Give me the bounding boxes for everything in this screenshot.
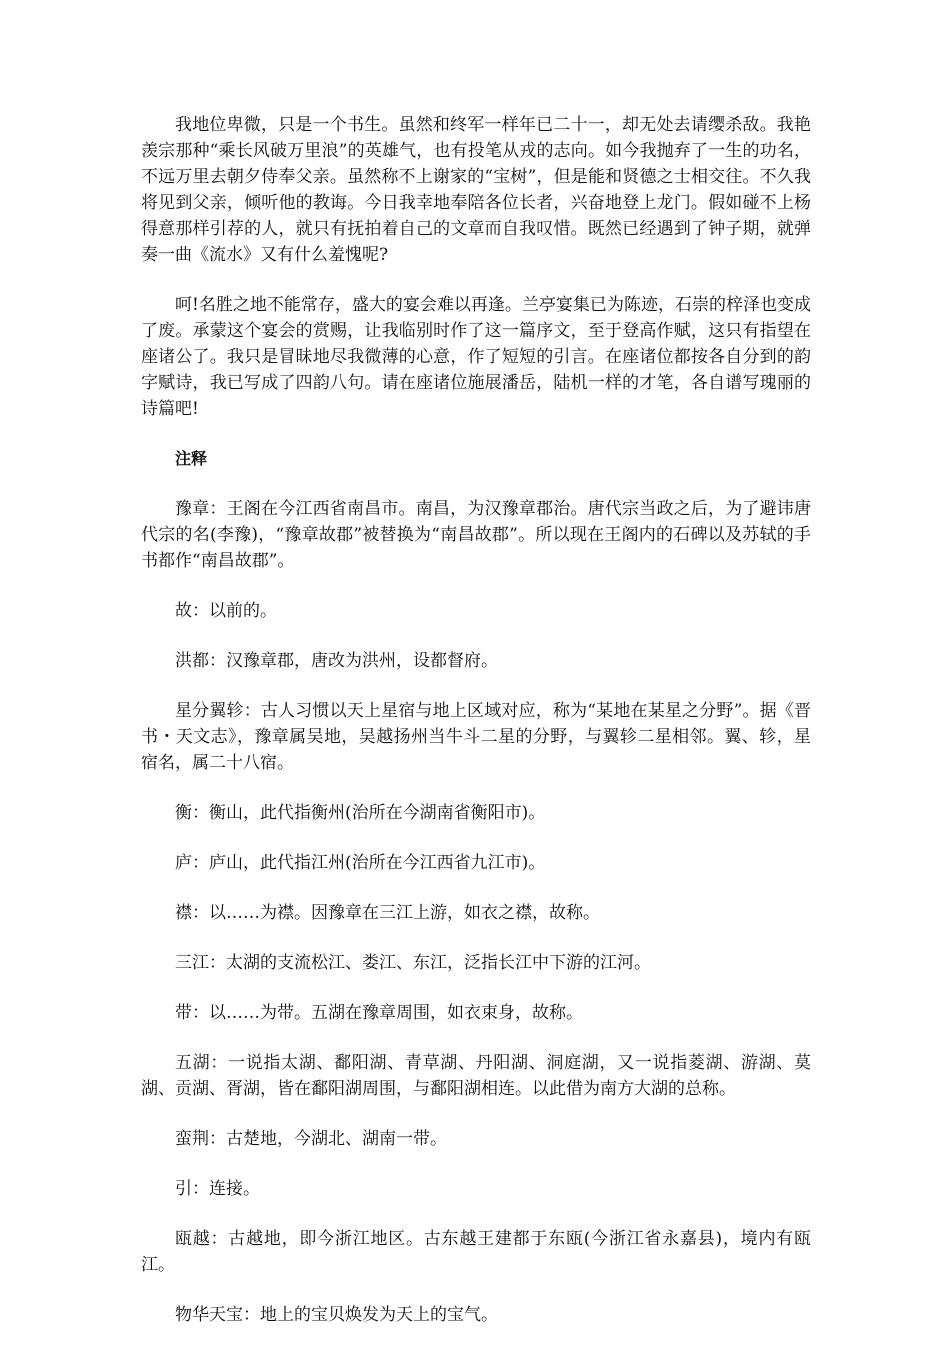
document-page (141, 112, 811, 1352)
note-item: 故：以前的。 (175, 601, 277, 621)
note-item: 三江：太湖的支流松江、娄江、东江，泛指长江中下游的江河。 (175, 953, 651, 973)
body-paragraph: 我地位卑微，只是一个书生。虽然和终军一样年已二十一，却无处去请缨杀敌。我艳羡宗那种“乘长风破万里浪”的英雄气，也有投笔从戎的志向。如今我抛弃了一生的功名，不远万里去朝夕侍奉父亲。虽然称不上谢家的“宝树”，但是能和贤德之士相交往。不久我将见到父亲，倾听他的教诲。今日我幸地奉陪各位长者，兴奋地登上龙门。假如碰不上杨得意那样引荐的人，就只有抚拍着自己的文章而自我叹惜。既然已经遇到了钟子期，就弹奏一曲《流水》又有什么羞愧呢? (141, 115, 811, 265)
note-item: 蛮荆：古楚地，今湖北、湖南一带。 (175, 1129, 447, 1149)
note-item: 带：以……为带。五湖在豫章周围，如衣束身，故称。 (175, 1003, 583, 1023)
body-paragraph: 呵!名胜之地不能常存，盛大的宴会难以再逢。兰亭宴集已为陈迹，石崇的梓泽也变成了废。承蒙这个宴会的赏赐，让我临别时作了这一篇序文，至于登高作赋，这只有指望在座诸公了。我只是冒昧地尽我微薄的心意，作了短短的引言。在座诸位都按各自分到的韵字赋诗，我已写成了四韵八句。请在座诸位施展潘岳，陆机一样的才笔，各自谱写瑰丽的诗篇吧! (141, 295, 811, 419)
notes-heading: 注释 (175, 449, 208, 468)
note-item: 星分翼轸：古人习惯以天上星宿与地上区域对应，称为“某地在某星之分野”。据《晋书・天文志》，豫章属吴地，吴越扬州当牛斗二星的分野，与翼轸二星相邻。翼、轸，星宿名，属二十八宿。 (141, 701, 811, 773)
note-item: 瓯越：古越地，即今浙江地区。古东越王建都于东瓯(今浙江省永嘉县)，境内有瓯江。 (141, 1229, 811, 1275)
note-item: 洪都：汉豫章郡，唐改为洪州，设都督府。 (175, 651, 498, 671)
note-item: 庐：庐山，此代指江州(治所在今江西省九江市)。 (175, 853, 546, 873)
note-item: 五湖：一说指太湖、鄱阳湖、青草湖、丹阳湖、洞庭湖，又一说指菱湖、游湖、莫湖、贡湖、胥湖，皆在鄱阳湖周围，与鄱阳湖相连。以此借为南方大湖的总称。 (141, 1053, 811, 1099)
note-item: 物华天宝：地上的宝贝焕发为天上的宝气。 (175, 1305, 498, 1325)
note-item: 豫章：王阁在今江西省南昌市。南昌，为汉豫章郡治。唐代宗当政之后，为了避讳唐代宗的名(李豫)，“豫章故郡”被替换为“南昌故郡”。所以现在王阁内的石碑以及苏轼的手书都作“南昌故郡”。 (141, 499, 811, 571)
note-item: 引：连接。 (175, 1179, 260, 1199)
note-item: 襟：以……为襟。因豫章在三江上游，如衣之襟，故称。 (175, 903, 600, 923)
note-item: 衡：衡山，此代指衡州(治所在今湖南省衡阳市)。 (175, 803, 546, 823)
